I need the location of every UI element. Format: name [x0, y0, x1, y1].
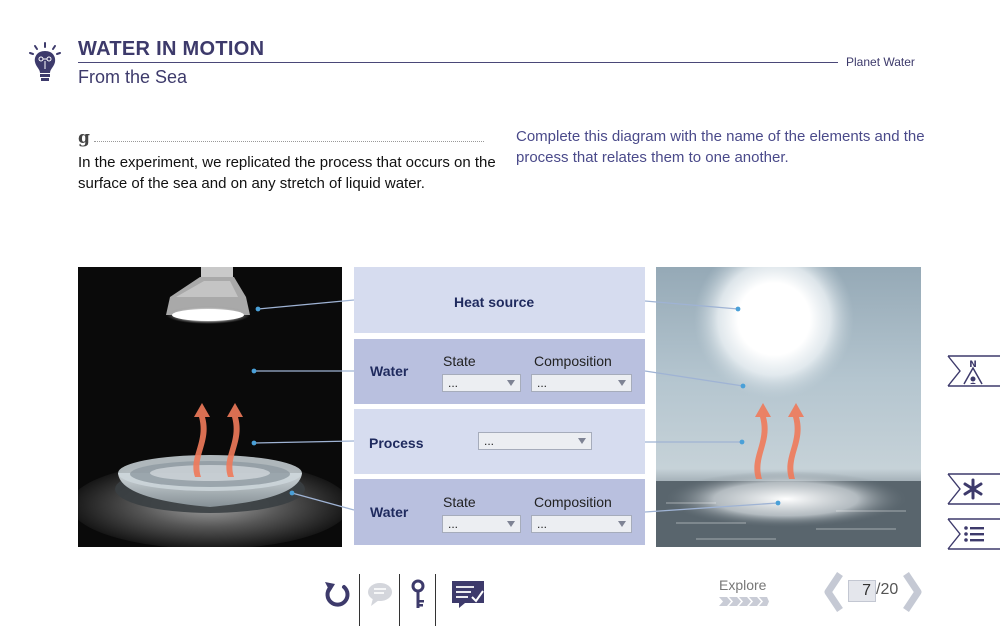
water-bottom-composition-dropdown[interactable] [531, 515, 632, 533]
paragraph-marker: g [78, 128, 90, 148]
toolbar-divider [435, 574, 436, 626]
state-label: State [443, 494, 476, 510]
prev-page-icon[interactable] [822, 572, 844, 612]
toolbar-divider [359, 574, 360, 626]
compass-icon [964, 368, 982, 384]
process-label: Process [369, 435, 424, 451]
explore-progress[interactable] [719, 597, 769, 606]
asterisk-icon [965, 480, 981, 498]
water-top-label: Water [370, 363, 409, 379]
dropdown-value: ... [448, 376, 459, 390]
water-bottom-state-dropdown[interactable] [442, 515, 521, 533]
process-dropdown[interactable] [478, 432, 592, 450]
chevron-down-icon [618, 521, 626, 527]
chevron-down-icon [618, 380, 626, 386]
water-bottom-label: Water [370, 504, 409, 520]
state-label: State [443, 353, 476, 369]
section-name: Planet Water [846, 55, 915, 69]
water-top-composition-dropdown[interactable] [531, 374, 632, 392]
key-icon[interactable] [403, 578, 433, 610]
composition-label: Composition [534, 494, 612, 510]
heat-source-label: Heat source [454, 294, 535, 310]
heat-source-row [354, 267, 645, 333]
process-row [354, 409, 645, 474]
dropdown-value: ... [537, 376, 548, 390]
dropdown-value: ... [484, 434, 495, 448]
compass-tab[interactable] [946, 355, 1000, 387]
dropdown-value: ... [448, 517, 459, 531]
reset-icon[interactable] [322, 578, 352, 610]
index-tab[interactable] [946, 518, 1000, 550]
worksheet-icon[interactable] [451, 578, 485, 610]
explore-label: Explore [719, 577, 767, 593]
chevron-down-icon [507, 380, 515, 386]
comment-icon [365, 578, 395, 610]
dropdown-value: ... [537, 517, 548, 531]
water-top-state-dropdown[interactable] [442, 374, 521, 392]
intro-text: In the experiment, we replicated the process that occurs on the surface of the sea and on any stretch of liquid water. [78, 154, 496, 192]
page-title: WATER IN MOTION [78, 38, 265, 60]
svg-text:N: N [969, 360, 977, 370]
page-number-input[interactable]: 7 [848, 580, 876, 602]
water-bottom-row [354, 479, 645, 545]
list-icon [964, 526, 984, 542]
water-top-row [354, 339, 645, 404]
next-page-icon[interactable] [902, 572, 924, 612]
page-total: /20 [876, 581, 899, 598]
glossary-tab[interactable] [946, 473, 1000, 505]
chevron-down-icon [507, 521, 515, 527]
toolbar-divider [399, 574, 400, 626]
instruction-text: Complete this diagram with the name of the elements and the process that relates them to one another. [516, 128, 925, 166]
composition-label: Composition [534, 353, 612, 369]
chevron-down-icon [578, 438, 586, 444]
page-subtitle: From the Sea [78, 67, 188, 87]
